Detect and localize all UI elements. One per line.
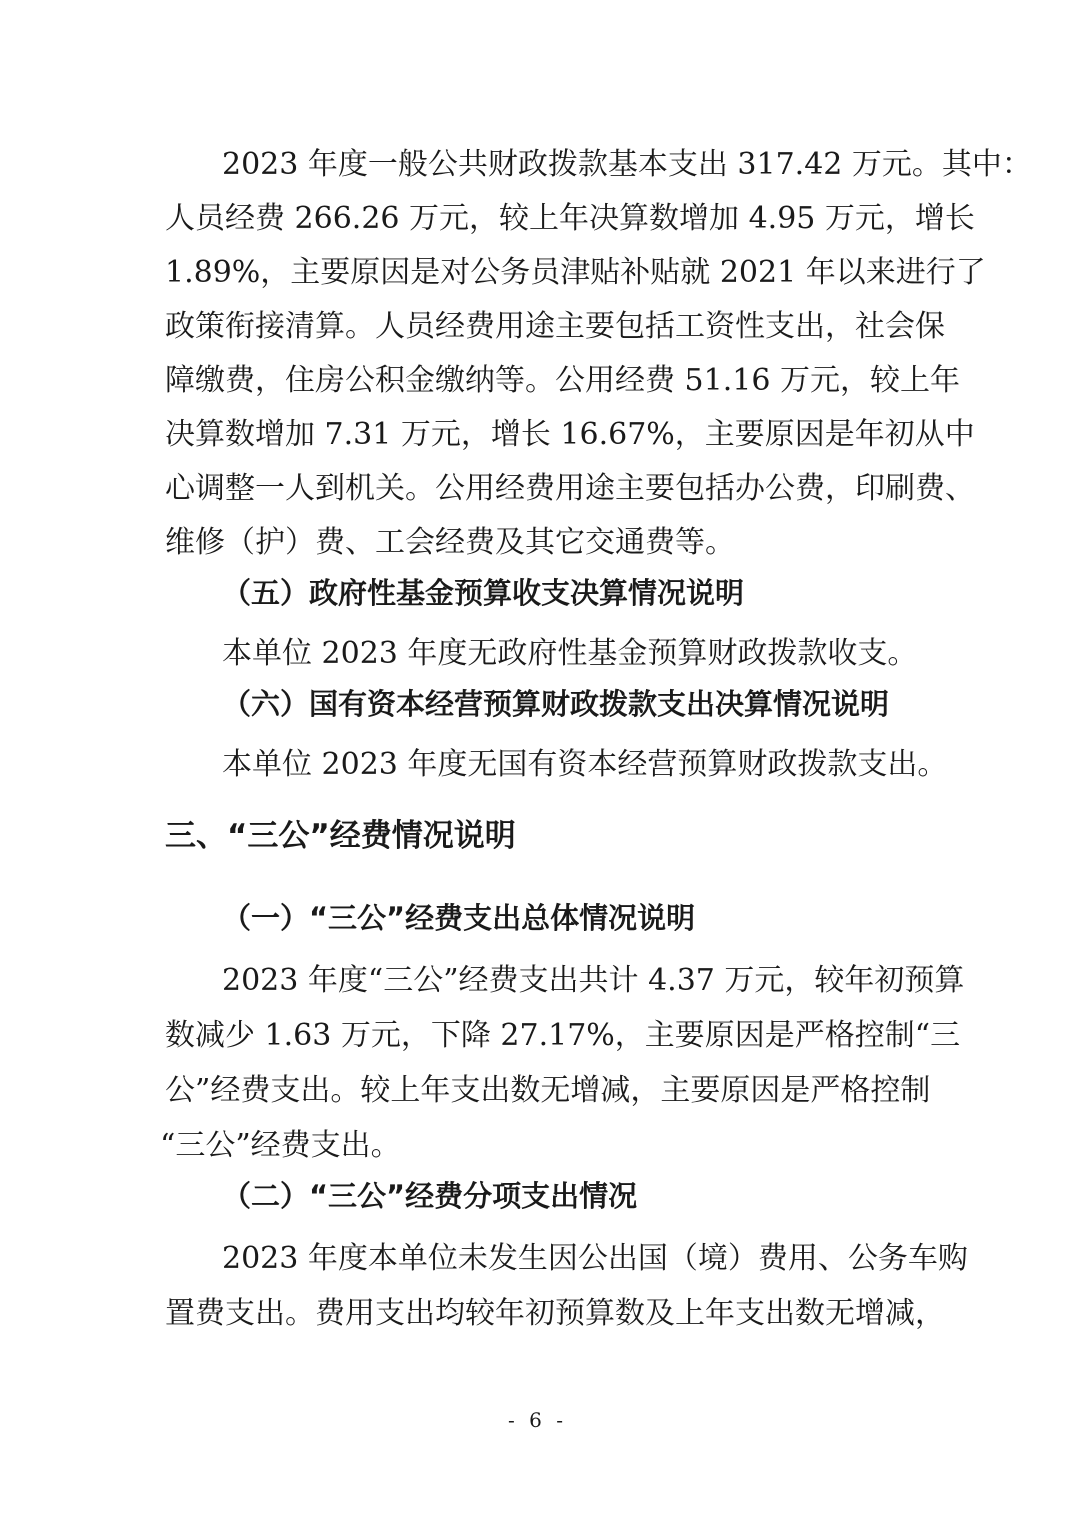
section-5-body: 本单位 2023 年度无政府性基金预算财政拨款收支。	[222, 636, 918, 671]
paragraph-line: 政策衔接清算。人员经费用途主要包括工资性支出，社会保	[165, 309, 945, 344]
paragraph-line: 1.89%，主要原因是对公务员津贴补贴就 2021 年以来进行了	[165, 255, 986, 290]
paragraph-line: 2023 年度“三公”经费支出共计 4.37 万元，较年初预算	[222, 963, 965, 998]
paragraph-line: 数减少 1.63 万元，下降 27.17%，主要原因是严格控制“三	[165, 1018, 961, 1053]
paragraph-line: 公”经费支出。较上年支出数无增减，主要原因是严格控制	[165, 1073, 931, 1108]
page-number: - 6 -	[508, 1408, 567, 1432]
paragraph-line: 人员经费 266.26 万元，较上年决算数增加 4.95 万元，增长	[165, 201, 975, 236]
part-3-sub-2-heading: （二）“三公”经费分项支出情况	[222, 1179, 638, 1213]
part-3-sub-1-heading: （一）“三公”经费支出总体情况说明	[222, 901, 696, 935]
paragraph-line: 维修（护）费、工会经费及其它交通费等。	[165, 525, 735, 560]
section-6-heading: （六）国有资本经营预算财政拨款支出决算情况说明	[222, 687, 890, 721]
paragraph-line: 2023 年度本单位未发生因公出国（境）费用、公务车购	[222, 1241, 968, 1276]
paragraph-line: 障缴费，住房公积金缴纳等。公用经费 51.16 万元，较上年	[165, 363, 960, 398]
paragraph-line: “三公”经费支出。	[160, 1128, 401, 1163]
paragraph-line: 心调整一人到机关。公用经费用途主要包括办公费，印刷费、	[165, 471, 975, 506]
paragraph-line: 置费支出。费用支出均较年初预算数及上年支出数无增减，	[165, 1296, 945, 1331]
section-6-body: 本单位 2023 年度无国有资本经营预算财政拨款支出。	[222, 747, 948, 782]
part-3-heading: 三、“三公”经费情况说明	[165, 818, 516, 854]
section-5-heading: （五）政府性基金预算收支决算情况说明	[222, 576, 745, 610]
paragraph-line: 决算数增加 7.31 万元，增长 16.67%，主要原因是年初从中	[165, 417, 975, 452]
paragraph-line: 2023 年度一般公共财政拨款基本支出 317.42 万元。其中：	[222, 147, 1032, 182]
